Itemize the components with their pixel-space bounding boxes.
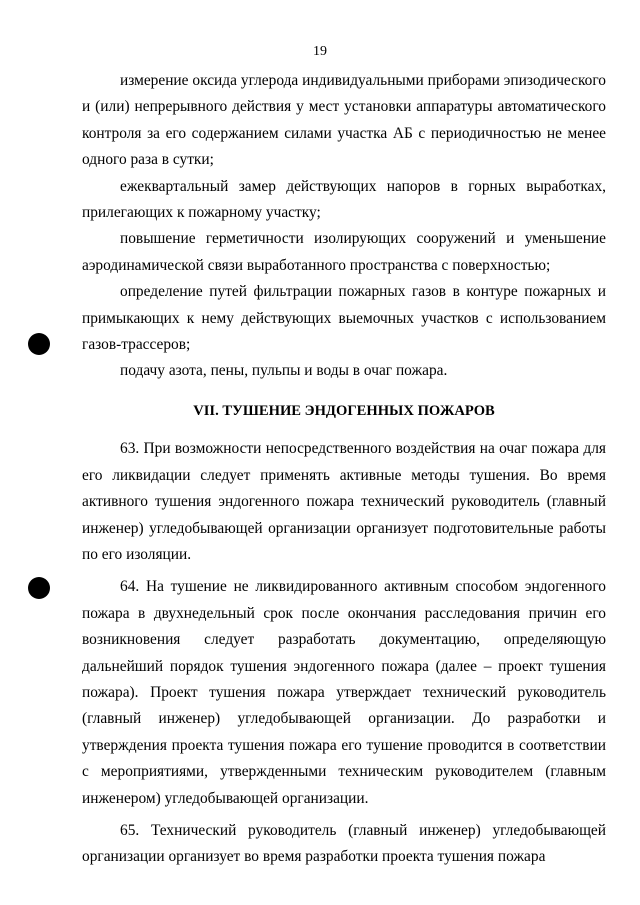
section-heading: VII. ТУШЕНИЕ ЭНДОГЕННЫХ ПОЖАРОВ — [193, 402, 495, 419]
paragraph-64: 64. На тушение не ликвидированного активным способом эндогенного пожара в двухнедельный срок после окончания расследования причин его возникновения следует разработать документацию, определяющую дальнейший порядок тушения эндогенного пожара (далее – проект тушения пожара). Проект тушения пожара утверждает технический руководитель (главный инженер) угледобывающей организации. До разработки и утверждения проекта тушения пожара его тушение проводится в соответствии с мероприятиями, утвержденными техническим руководителем (главным инженером) угледобывающей организации. — [82, 578, 606, 807]
paragraph: определение путей фильтрации пожарных газов в контуре пожарных и примыкающих к нему действующих выемочных участков с использованием газов-трассеров; — [82, 283, 606, 354]
punch-hole-mark — [28, 333, 50, 355]
paragraph: измерение оксида углерода индивидуальными приборами эпизодического и (или) непрерывного действия у мест установки аппаратуры автоматического контроля за его содержанием силами участка АБ с периодичностью не менее одного раза в сутки; — [82, 72, 606, 169]
paragraph-63: 63. При возможности непосредственного воздействия на очаг пожара для его ликвидации следует применять активные методы тушения. Во время активного тушения эндогенного пожара технический руководитель (главный инженер) угледобывающей организации организует подготовительные работы по его изоляции. — [82, 440, 606, 563]
paragraph: ежеквартальный замер действующих напоров в горных выработках, прилегающих к пожарному участку; — [82, 177, 606, 222]
page-number: 19 — [313, 44, 327, 59]
document-body — [82, 68, 606, 871]
paragraph: подачу азота, пены, пульпы и воды в очаг пожара. — [120, 362, 448, 380]
paragraph-65: 65. Технический руководитель (главный инженер) угледобывающей организации организует во время разработки проекта тушения пожара — [82, 821, 606, 866]
paragraph: повышение герметичности изолирующих сооружений и уменьшение аэродинамической связи выработанного пространства с поверхностью; — [82, 230, 606, 274]
punch-hole-mark — [28, 577, 50, 599]
